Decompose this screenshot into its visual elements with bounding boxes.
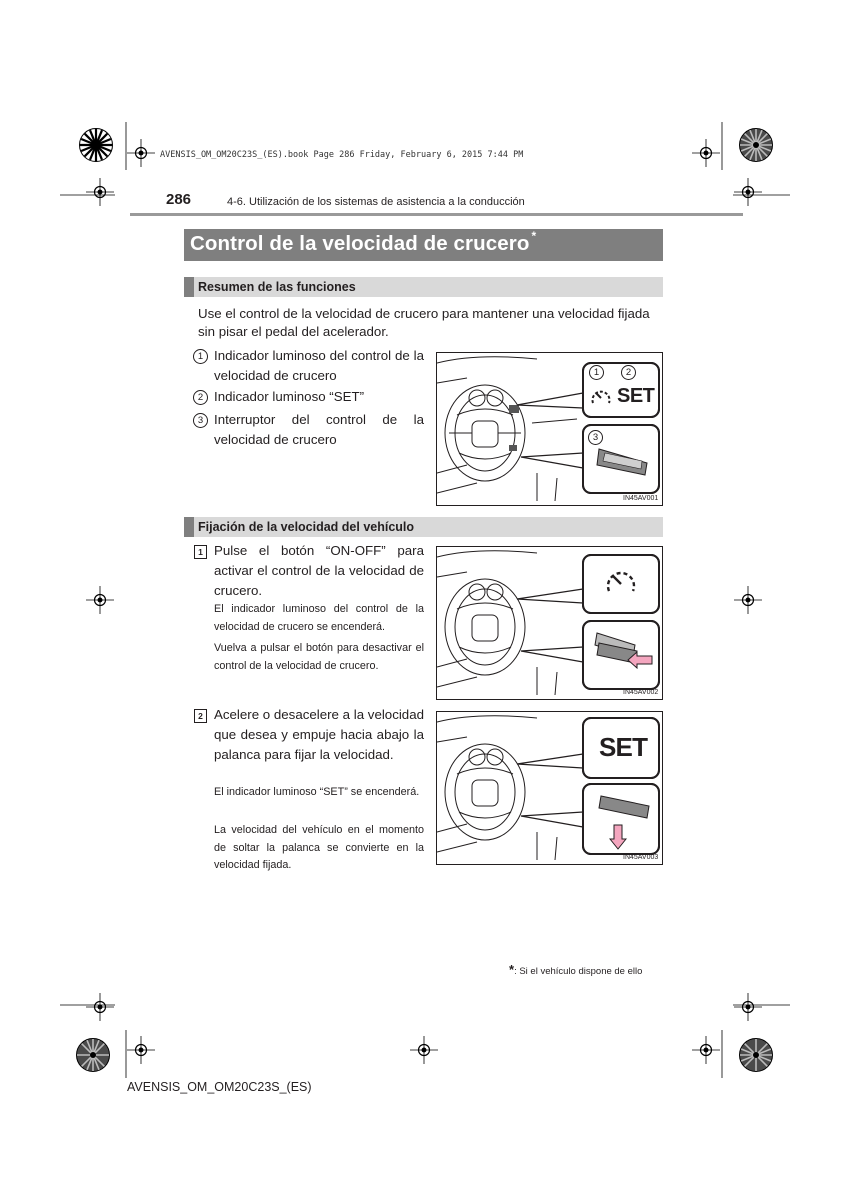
registration-mark-icon xyxy=(410,1036,438,1064)
figure-set-speed xyxy=(436,711,663,865)
step-number-2: 2 xyxy=(194,709,207,723)
speedometer-icon xyxy=(605,567,637,597)
page-number: 286 xyxy=(166,191,192,208)
fig1-callout-3: 3 xyxy=(588,430,603,445)
page-title-text: Control de la velocidad de crucero xyxy=(190,232,530,255)
header-rule xyxy=(130,213,743,216)
subheading-setting-text: Fijación de la velocidad del vehículo xyxy=(198,520,415,534)
registration-mark-icon xyxy=(127,139,155,167)
item-number-3: 3 xyxy=(193,413,208,428)
subheading-summary-text: Resumen de las funciones xyxy=(198,280,356,294)
speedometer-icon xyxy=(590,386,612,408)
footnote-text: : Si el vehículo dispone de ello xyxy=(514,966,643,977)
registration-mark-icon xyxy=(734,993,762,1021)
fig1-callout-2: 2 xyxy=(621,365,636,380)
step2-note2: La velocidad del vehículo en el momento de soltar la palanca se convierte en la velocidad fijada. xyxy=(214,824,424,871)
print-info: AVENSIS_OM_OM20C23S_(ES).book Page 286 Friday, February 6, 2015 7:44 PM xyxy=(160,150,524,160)
registration-mark-icon xyxy=(86,178,114,206)
registration-mark-icon xyxy=(734,586,762,614)
step2-text: Acelere o desacelere a la velocidad que desea y empuje hacia abajo la palanca para fijar la velocidad. xyxy=(214,707,424,762)
title-bar xyxy=(184,229,663,261)
fig1-set-indicator: SET xyxy=(617,385,655,407)
step-number-1: 1 xyxy=(194,545,207,559)
registration-mark-icon xyxy=(692,139,720,167)
figure-dashboard-overview xyxy=(436,352,663,506)
registration-mark-icon xyxy=(692,1036,720,1064)
subheading-summary xyxy=(184,277,663,297)
step1-note1: El indicador luminoso del control de la velocidad de crucero se encenderá. xyxy=(214,603,424,633)
registration-mark-icon xyxy=(86,993,114,1021)
registration-mark-icon xyxy=(734,178,762,206)
step1-text: Pulse el botón “ON-OFF” para activar el control de la velocidad de crucero. xyxy=(214,543,424,598)
figure-code: IN45AV002 xyxy=(623,689,659,696)
title-asterisk: * xyxy=(531,229,537,243)
figure-on-off xyxy=(436,546,663,700)
step2-note1: El indicador luminoso “SET” se encenderá. xyxy=(214,786,420,798)
page-title xyxy=(190,229,537,256)
summary-intro-line1: Use el control de la velocidad de crucero para mantener una velocidad fijada xyxy=(198,306,650,321)
fig3-set-indicator: SET xyxy=(599,732,648,762)
summary-item-3: Interruptor del control de la velocidad de crucero xyxy=(214,412,424,447)
summary-intro-line2: sin pisar el pedal del acelerador. xyxy=(198,324,389,339)
registration-mark-icon xyxy=(86,586,114,614)
fig1-callout-1: 1 xyxy=(589,365,604,380)
item-number-2: 2 xyxy=(193,390,208,405)
footnote xyxy=(509,962,642,977)
figure-code: IN45AV003 xyxy=(623,854,659,861)
footnote-star: * xyxy=(509,962,515,977)
pink-arrow-icon xyxy=(627,651,653,669)
footer-doc-code: AVENSIS_OM_OM20C23S_(ES) xyxy=(127,1080,312,1094)
figure-code: IN45AV001 xyxy=(623,495,659,502)
summary-item-1: Indicador luminoso del control de la velocidad de crucero xyxy=(214,348,424,383)
subheading-setting xyxy=(184,517,663,537)
pink-arrow-icon xyxy=(609,824,627,850)
registration-mark-icon xyxy=(127,1036,155,1064)
step1-note2: Vuelva a pulsar el botón para desactivar el control de la velocidad de crucero. xyxy=(214,642,424,672)
item-number-1: 1 xyxy=(193,349,208,364)
summary-item-2: Indicador luminoso “SET” xyxy=(214,389,365,404)
section-title: 4-6. Utilización de los sistemas de asistencia a la conducción xyxy=(227,196,525,208)
